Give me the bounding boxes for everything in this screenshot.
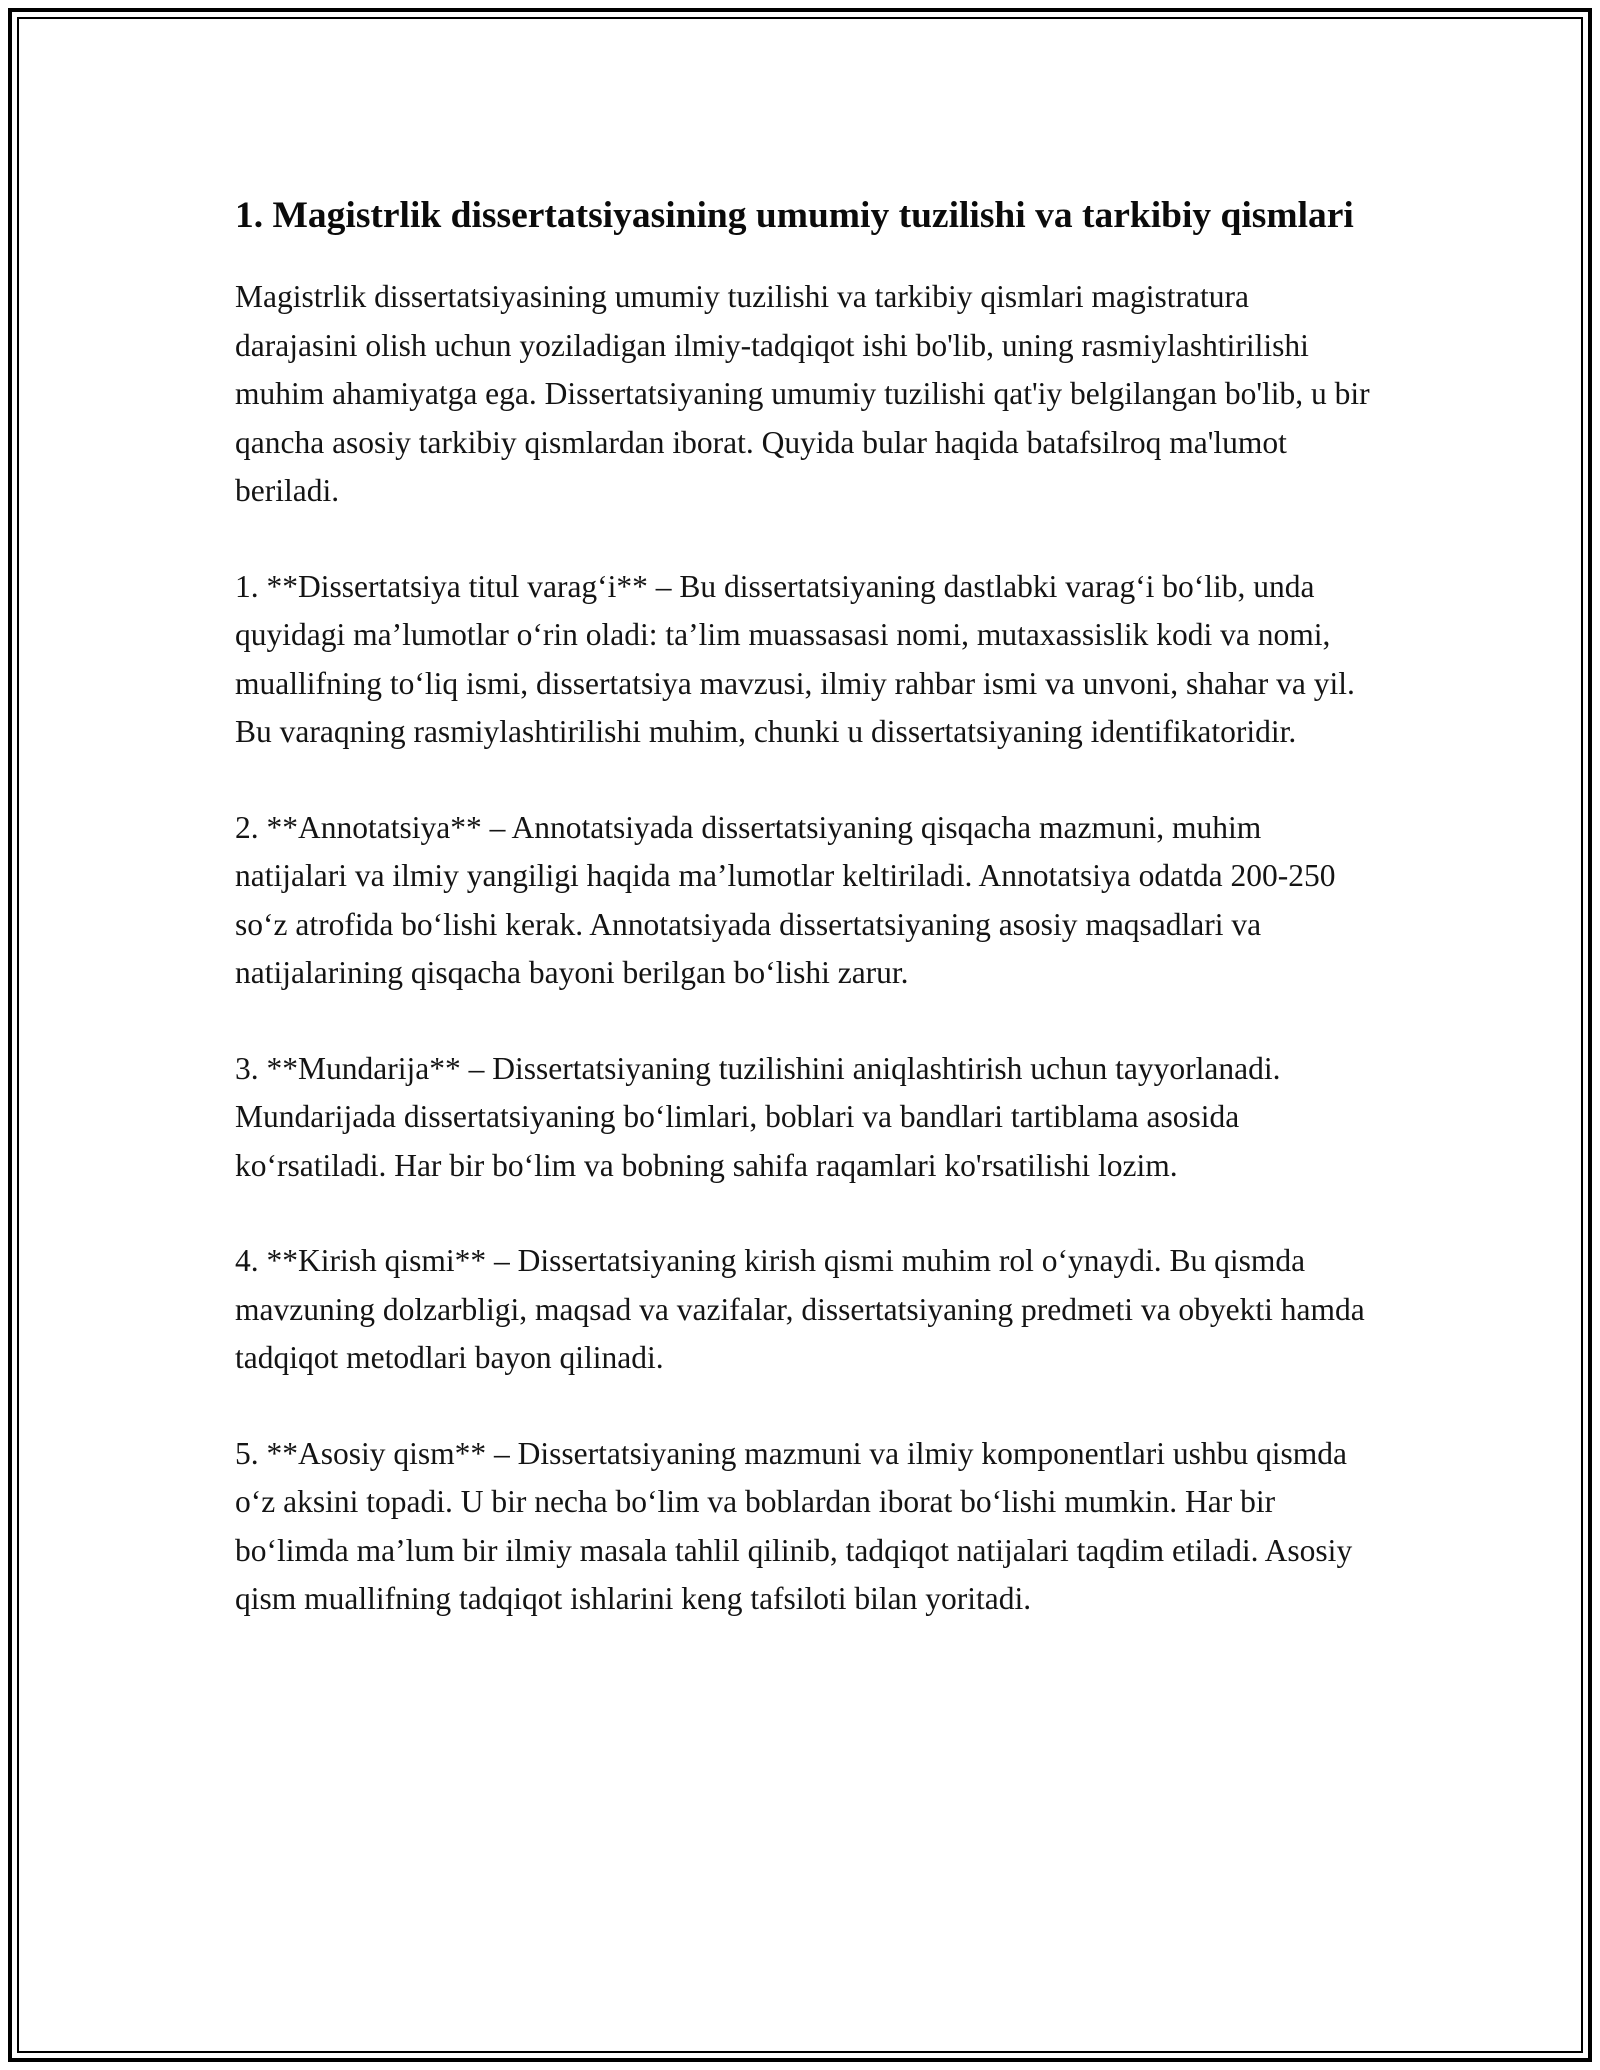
list-item-main-part: 5. **Asosiy qism** – Dissertatsiyaning mazmuni va ilmiy komponentlari ushbu qismda o‘z aksini topadi. U bir necha bo‘lim va boblardan iborat bo‘lishi mumkin. Har bir bo‘limda ma’lum bir ilmiy masala tahlil qilinib, tadqiqot natijalari taqdim etiladi. Asosiy qism muallifning tadqiqot ishlarini keng tafsiloti bilan yoritadi.	[235, 1435, 1353, 1616]
intro-paragraph: Magistrlik dissertatsiyasining umumiy tuzilishi va tarkibiy qismlari magistratura darajasini olish uchun yoziladigan ilmiy-tadqiqot ishi bo'lib, uning rasmiylashtirilishi muhim ahamiyatga ega. Dissertatsiyaning umumiy tuzilishi qat'iy belgilangan bo'lib, u bir qancha asosiy tarkibiy qismlardan iborat. Quyida bular haqida batafsilroq ma'lumot beriladi.	[235, 279, 1370, 508]
section-heading: 1. Magistrlik dissertatsiyasining umumiy tuzilishi va tarkibiy qismlari	[235, 195, 1354, 236]
list-item-title-page: 1. **Dissertatsiya titul varag‘i** – Bu dissertatsiyaning dastlabki varag‘i bo‘lib, unda quyidagi ma’lumotlar o‘rin oladi: ta’lim muassasasi nomi, mutaxassislik kodi va nomi, muallifning to‘liq ismi, dissertatsiya mavzusi, ilmiy rahbar ismi va unvoni, shahar va yil. Bu varaqning rasmiylashtirilishi muhim, chunki u dissertatsiyaning identifikatoridir.	[235, 568, 1355, 749]
list-item-contents: 3. **Mundarija** – Dissertatsiyaning tuzilishini aniqlashtirish uchun tayyorlanadi. Mundarijada dissertatsiyaning bo‘limlari, boblari va bandlari tartiblama asosida ko‘rsatiladi. Har bir bo‘lim va bobning sahifa raqamlari ko'rsatilishi lozim.	[235, 1050, 1281, 1183]
list-item-introduction: 4. **Kirish qismi** – Dissertatsiyaning kirish qismi muhim rol o‘ynaydi. Bu qismda mavzuning dolzarbligi, maqsad va vazifalar, dissertatsiyaning predmeti va obyekti hamda tadqiqot metodlari bayon qilinadi.	[235, 1243, 1365, 1375]
list-item-annotation: 2. **Annotatsiya** – Annotatsiyada dissertatsiyaning qisqacha mazmuni, muhim natijalari va ilmiy yangiligi haqida ma’lumotlar keltiriladi. Annotatsiya odatda 200-250 so‘z atrofida bo‘lishi kerak. Annotatsiyada dissertatsiyaning asosiy maqsadlari va natijalarining qisqacha bayoni berilgan bo‘lishi zarur.	[235, 809, 1336, 990]
document-body	[235, 188, 1375, 1671]
